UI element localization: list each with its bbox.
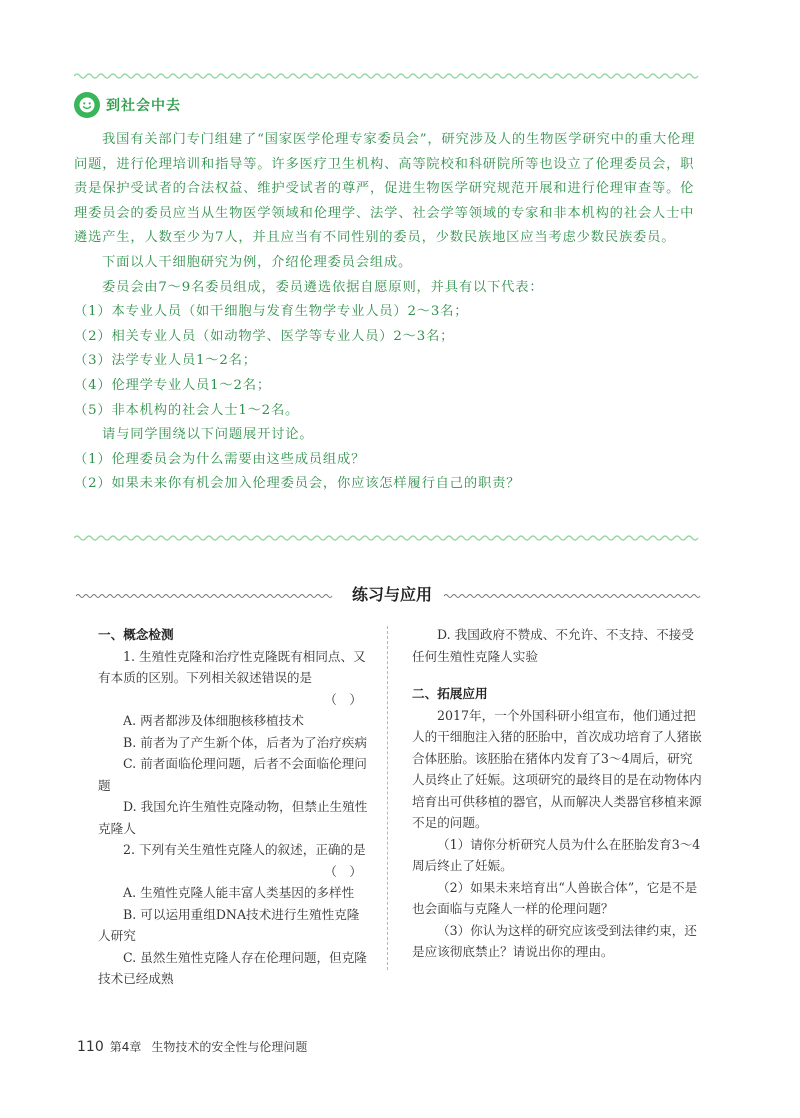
- wave-border-bottom: [74, 534, 700, 542]
- discussion-question: （2）如果未来你有机会加入伦理委员会，你应该怎样履行自己的职责？: [74, 476, 521, 492]
- extension-question: （2）如果未来培育出“人兽嵌合体”，它是不是也会面临与克隆人一样的伦理问题？: [412, 879, 698, 916]
- option-item: A. 生殖性克隆人能丰富人类基因的多样性: [123, 885, 355, 900]
- page-number: 110: [77, 1039, 104, 1055]
- exercises-header: [76, 582, 702, 606]
- member-item: （1）本专业人员（如干细胞与发育生物学专业人员）2～3名；: [74, 304, 469, 320]
- box-paragraph: 委员会由7～9名委员组成，委员遴选依据自愿原则，并具有以下代表：: [102, 279, 544, 295]
- option-item: D. 我国政府不赞成、不允许、不支持、不接受任何生殖性克隆人实验: [412, 627, 694, 664]
- page-footer: [77, 1038, 307, 1055]
- member-item: （2）相关专业人员（如动物学、医学等专业人员）2～3名；: [74, 328, 455, 344]
- option-item: A. 两者都涉及体细胞核移植技术: [123, 713, 304, 728]
- answer-bracket: （ ）: [324, 691, 362, 707]
- spacer: [412, 667, 702, 683]
- extension-question: （1）请你分析研究人员为什么在胚胎发育3～4周后终止了妊娠。: [412, 836, 701, 873]
- extension-paragraph: 2017年，一个外国科研小组宣布，他们通过把人的干细胞注入猪的胚胎中，首次成功培育了人猪嵌合体胚胎。该胚胎在猪体内发育了3～4周后，研究人员终止了妊娠。这项研究的最终目的是在动物体内培育出可供移植的器官，从而解决人类器官移植来源不足的问题。: [412, 707, 702, 830]
- smiley-badge-icon: [74, 92, 100, 118]
- answer-bracket: （ ）: [324, 863, 362, 879]
- discussion-question: （1）伦理委员会为什么需要由这些成员组成？: [74, 451, 366, 467]
- section-heading: 二、拓展应用: [412, 686, 488, 701]
- chapter-number: 第4章: [109, 1040, 142, 1054]
- discussion-intro: 请与同学围绕以下问题展开讨论。: [102, 427, 314, 443]
- question-stem: 1. 生殖性克隆和治疗性克隆既有相同点、又有本质的区别。下列相关叙述错误的是: [98, 648, 366, 685]
- box-paragraph: 我国有关部门专门组建了“国家医学伦理专家委员会”，研究涉及人的生物医学研究中的重大伦理问题，进行伦理培训和指导等。许多医疗卫生机构、高等院校和科研院所等也设立了伦理委员会，职责是保护受试者的合法权益、维护受试者的尊严，促进生物医学研究规范开展和进行伦理审查等。伦理委员会的委员应当从生物医学领域和伦理学、法学、社会学等领域的专家和非本机构的社会人士中遴选产生，人数至少为7人，并且应当有不同性别的委员，少数民族地区应当考虑少数民族委员。: [74, 132, 696, 246]
- wave-divider-left: [76, 593, 334, 599]
- column-divider: [387, 626, 388, 970]
- box-title: 到社会中去: [106, 98, 181, 114]
- chapter-title: 生物技术的安全性与伦理问题: [151, 1040, 308, 1054]
- option-item: B. 前者为了产生新个体，后者为了治疗疾病: [123, 734, 367, 750]
- box-paragraph: 下面以人干细胞研究为例，介绍伦理委员会组成。: [102, 254, 413, 270]
- box-header: [74, 92, 181, 118]
- exercises-title: 练习与应用: [351, 585, 432, 604]
- right-column: [412, 624, 702, 963]
- option-item: C. 虽然生殖性克隆人存在伦理问题，但克隆技术已经成熟: [98, 949, 367, 986]
- community-box: [74, 72, 700, 548]
- option-item: C. 前者面临伦理问题，后者不会面临伦理问题: [98, 756, 367, 793]
- extension-question: （3）你认为这样的研究应该受到法律约束，还是应该彻底禁止？请说出你的理由。: [412, 922, 697, 959]
- answer-bracket-row: [98, 861, 370, 883]
- section-heading: 一、概念检测: [98, 627, 174, 642]
- wave-divider-right: [444, 593, 702, 599]
- member-item: （5）非本机构的社会人士1～2名。: [74, 402, 300, 418]
- member-item: （3）法学专业人员1～2名；: [74, 353, 257, 369]
- left-column: [98, 624, 370, 990]
- member-item: （4）伦理学专业人员1～2名；: [74, 377, 271, 393]
- question-stem: 2. 下列有关生殖性克隆人的叙述，正确的是: [123, 842, 366, 857]
- box-body: [74, 128, 700, 497]
- option-item: D. 我国允许生殖性克隆动物，但禁止生殖性克隆人: [98, 799, 368, 836]
- option-item: B. 可以运用重组DNA技术进行生殖性克隆人研究: [98, 906, 360, 943]
- wave-border-top: [74, 72, 700, 80]
- answer-bracket-row: [98, 689, 370, 711]
